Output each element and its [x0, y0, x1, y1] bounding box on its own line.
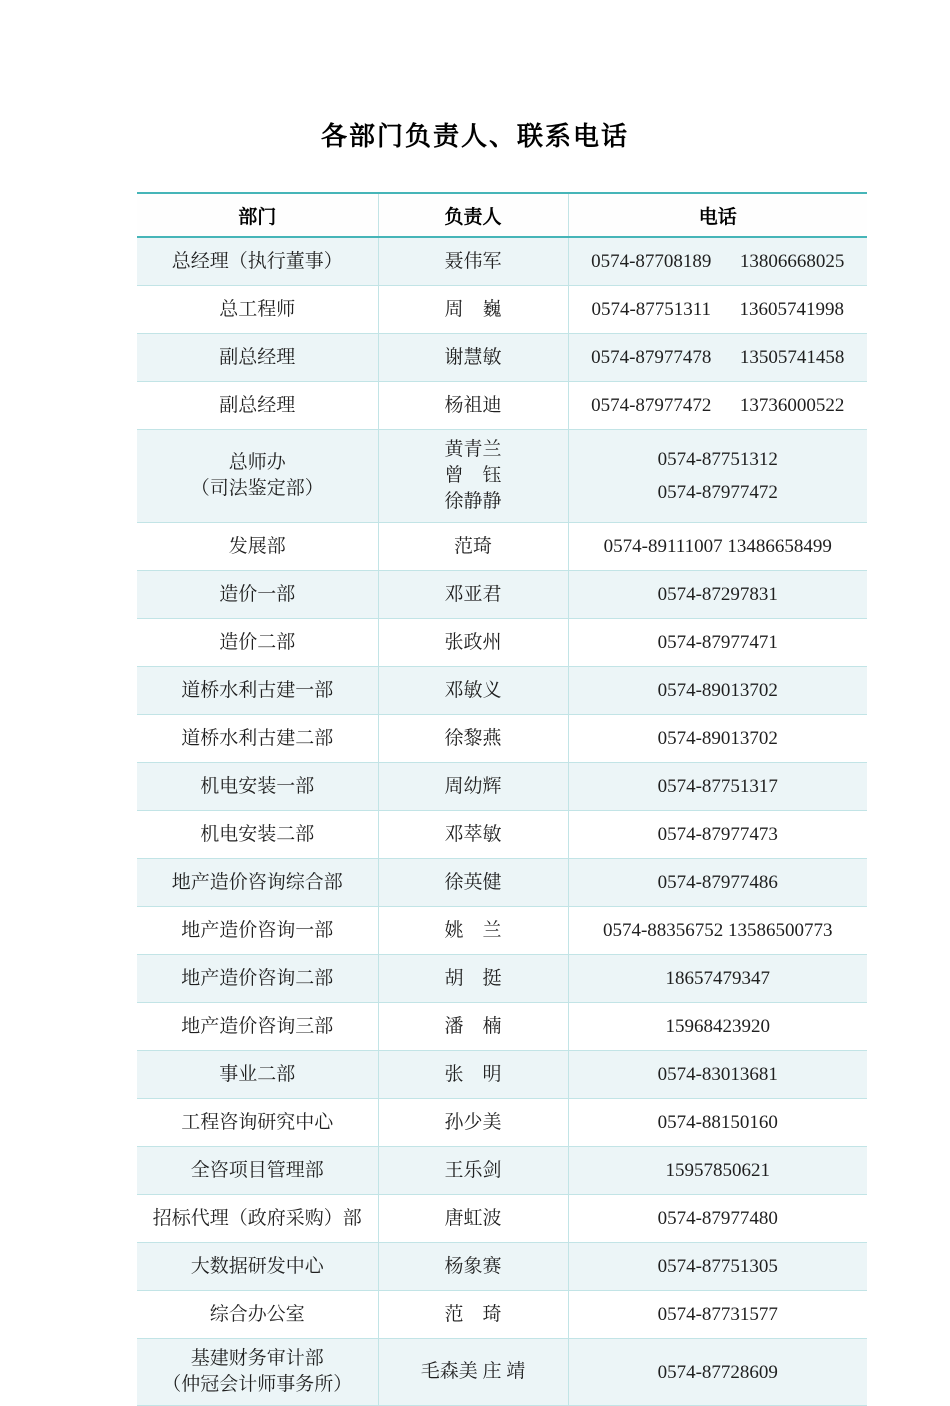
cell-line: 邓亚君 — [444, 583, 502, 605]
department-cell — [137, 382, 378, 430]
table-row — [137, 334, 867, 382]
column-header-person: 负责人 — [378, 193, 568, 237]
department-cell — [137, 811, 378, 859]
cell-line: 18657479347 — [665, 968, 770, 989]
cell-line: 0574-87977486 — [657, 872, 778, 893]
department-cell — [137, 334, 378, 382]
phone-cell — [568, 619, 867, 667]
department-cell — [137, 763, 378, 811]
phone-cell — [568, 430, 867, 523]
table-row — [137, 1291, 867, 1339]
table-row — [137, 811, 867, 859]
cell-line: 杨象赛 — [444, 1255, 502, 1277]
table-row — [137, 667, 867, 715]
cell-line: 曾 钰 — [444, 465, 502, 486]
cell-line: 徐英健 — [444, 871, 502, 893]
table-row — [137, 1147, 867, 1195]
cell-line: 谢慧敏 — [444, 346, 502, 368]
column-header-department: 部门 — [137, 193, 378, 237]
table-row — [137, 907, 867, 955]
department-cell — [137, 1051, 378, 1099]
cell-line: 0574-89013702 — [657, 728, 778, 749]
cell-line: 0574-87977480 — [657, 1208, 778, 1229]
person-cell — [378, 237, 568, 286]
phone-cell — [568, 523, 867, 571]
phone-cell — [568, 382, 867, 430]
table-row — [137, 523, 867, 571]
cell-line: 基建财务审计部 — [190, 1348, 324, 1369]
cell-line: 0574-83013681 — [657, 1064, 778, 1085]
page-title: 各部门负责人、联系电话 — [320, 122, 629, 151]
department-cell — [137, 523, 378, 571]
phone-cell — [568, 907, 867, 955]
person-cell — [378, 382, 568, 430]
cell-line: 周 巍 — [444, 298, 502, 320]
table-header — [137, 193, 867, 237]
cell-line: 机电安装一部 — [200, 775, 315, 797]
department-cell — [137, 1147, 378, 1195]
person-cell — [378, 619, 568, 667]
table-row — [137, 1099, 867, 1147]
person-cell — [378, 715, 568, 763]
table-row — [137, 859, 867, 907]
cell-line: 副总经理 — [219, 394, 296, 416]
department-cell — [137, 1195, 378, 1243]
person-cell — [378, 286, 568, 334]
phone-cell — [568, 1099, 867, 1147]
department-cell — [137, 715, 378, 763]
table-row — [137, 382, 867, 430]
cell-line: 0574-89111007 13486658499 — [603, 536, 832, 557]
cell-line: 黄青兰 — [444, 439, 502, 460]
person-cell — [378, 667, 568, 715]
cell-line: 总师办 — [228, 452, 286, 473]
department-cell — [137, 286, 378, 334]
cell-line: 范琦 — [453, 535, 492, 557]
cell-line: 地产造价咨询二部 — [181, 967, 334, 989]
phone-cell — [568, 859, 867, 907]
person-cell — [378, 571, 568, 619]
cell-line: 发展部 — [228, 535, 286, 557]
table-row — [137, 1243, 867, 1291]
table-row — [137, 237, 867, 286]
table-row — [137, 763, 867, 811]
department-cell — [137, 955, 378, 1003]
phone-cell — [568, 667, 867, 715]
contacts-table — [137, 192, 867, 1406]
phone-cell — [568, 571, 867, 619]
person-cell — [378, 523, 568, 571]
phone-cell — [568, 1243, 867, 1291]
phone-cell — [568, 1291, 867, 1339]
cell-line: 地产造价咨询一部 — [181, 919, 334, 941]
cell-line: 0574-87708189 13806668025 — [591, 251, 845, 272]
cell-line: 邓萃敏 — [444, 823, 502, 845]
department-cell — [137, 859, 378, 907]
cell-line: 全咨项目管理部 — [190, 1159, 324, 1181]
cell-line: 造价一部 — [219, 583, 296, 605]
phone-cell — [568, 715, 867, 763]
table-row — [137, 955, 867, 1003]
person-cell — [378, 1195, 568, 1243]
cell-line: 0574-87751317 — [657, 776, 778, 797]
cell-line: 0574-87977472 13736000522 — [591, 395, 845, 416]
cell-line: 地产造价咨询综合部 — [171, 871, 343, 893]
cell-line: 毛森美 庄 靖 — [420, 1361, 526, 1382]
cell-line: 徐静静 — [444, 491, 502, 512]
department-cell — [137, 1243, 378, 1291]
cell-line: 杨祖迪 — [444, 394, 502, 416]
phone-cell — [568, 763, 867, 811]
table-row — [137, 430, 867, 523]
cell-line: 地产造价咨询三部 — [181, 1015, 334, 1037]
cell-line: 范 琦 — [444, 1303, 502, 1325]
cell-line: 0574-88150160 — [657, 1112, 778, 1133]
table-row — [137, 1003, 867, 1051]
cell-line: 0574-87751312 — [657, 449, 778, 470]
table-row — [137, 715, 867, 763]
person-cell — [378, 1099, 568, 1147]
department-cell — [137, 571, 378, 619]
table-row — [137, 571, 867, 619]
cell-line: 孙少美 — [444, 1111, 502, 1133]
cell-line: 大数据研发中心 — [190, 1255, 324, 1277]
person-cell — [378, 763, 568, 811]
cell-line: 0574-87977478 13505741458 — [591, 347, 845, 368]
cell-line: 0574-87731577 — [657, 1304, 778, 1325]
department-cell — [137, 1291, 378, 1339]
phone-cell — [568, 1195, 867, 1243]
cell-line: 邓敏义 — [444, 679, 502, 701]
phone-cell — [568, 955, 867, 1003]
cell-line: 道桥水利古建一部 — [181, 679, 334, 701]
phone-cell — [568, 1339, 867, 1406]
person-cell — [378, 811, 568, 859]
department-cell — [137, 430, 378, 523]
phone-cell — [568, 286, 867, 334]
table-row — [137, 1051, 867, 1099]
cell-line: 道桥水利古建二部 — [181, 727, 334, 749]
table-body — [137, 237, 867, 1406]
department-cell — [137, 907, 378, 955]
cell-line: 招标代理（政府采购）部 — [152, 1207, 362, 1229]
person-cell — [378, 1051, 568, 1099]
person-cell — [378, 1291, 568, 1339]
phone-cell — [568, 1147, 867, 1195]
cell-line: 王乐剑 — [444, 1159, 502, 1181]
phone-cell — [568, 334, 867, 382]
table-row — [137, 619, 867, 667]
cell-line: 姚 兰 — [444, 919, 502, 941]
person-cell — [378, 1147, 568, 1195]
cell-line: 15957850621 — [665, 1160, 770, 1181]
phone-cell — [568, 237, 867, 286]
table-row — [137, 1195, 867, 1243]
cell-line: 唐虹波 — [444, 1207, 502, 1229]
cell-line: 0574-87977473 — [657, 824, 778, 845]
cell-line: （司法鉴定部） — [190, 478, 324, 499]
cell-line: 0574-87751305 — [657, 1256, 778, 1277]
cell-line: 造价二部 — [219, 631, 296, 653]
cell-line: 徐黎燕 — [444, 727, 502, 749]
person-cell — [378, 1003, 568, 1051]
cell-line: 副总经理 — [219, 346, 296, 368]
cell-line: 张政州 — [444, 631, 502, 653]
column-header-phone: 电话 — [568, 193, 867, 237]
cell-line: 工程咨询研究中心 — [181, 1111, 334, 1133]
cell-line: 总工程师 — [219, 298, 296, 320]
person-cell — [378, 1243, 568, 1291]
cell-line: 张 明 — [444, 1063, 502, 1085]
cell-line: 事业二部 — [219, 1063, 296, 1085]
department-cell — [137, 1099, 378, 1147]
header-row — [137, 193, 867, 237]
cell-line: 0574-87977472 — [657, 482, 778, 503]
person-cell — [378, 907, 568, 955]
department-cell — [137, 1003, 378, 1051]
person-cell — [378, 955, 568, 1003]
cell-line: （仲冠会计师事务所） — [162, 1374, 353, 1395]
table-row — [137, 286, 867, 334]
department-cell — [137, 1339, 378, 1406]
cell-line: 综合办公室 — [209, 1303, 305, 1325]
cell-line: 0574-88356752 13586500773 — [602, 920, 833, 941]
cell-line: 15968423920 — [665, 1016, 770, 1037]
cell-line: 潘 楠 — [444, 1015, 502, 1037]
cell-line: 胡 挺 — [444, 967, 502, 989]
cell-line: 0574-87977471 — [657, 632, 778, 653]
cell-line: 聂伟军 — [444, 250, 502, 272]
cell-line: 0574-87728609 — [657, 1361, 778, 1383]
department-cell — [137, 237, 378, 286]
cell-line: 0574-87297831 — [657, 584, 778, 605]
person-cell — [378, 430, 568, 523]
phone-cell — [568, 811, 867, 859]
cell-line: 周幼辉 — [444, 775, 502, 797]
phone-cell — [568, 1051, 867, 1099]
person-cell — [378, 859, 568, 907]
cell-line: 机电安装二部 — [200, 823, 315, 845]
department-cell — [137, 667, 378, 715]
person-cell — [378, 1339, 568, 1406]
table-row — [137, 1339, 867, 1406]
cell-line: 0574-89013702 — [657, 680, 778, 701]
person-cell — [378, 334, 568, 382]
cell-line: 总经理（执行董事） — [171, 250, 343, 272]
phone-cell — [568, 1003, 867, 1051]
department-cell — [137, 619, 378, 667]
cell-line: 0574-87751311 13605741998 — [591, 299, 845, 320]
